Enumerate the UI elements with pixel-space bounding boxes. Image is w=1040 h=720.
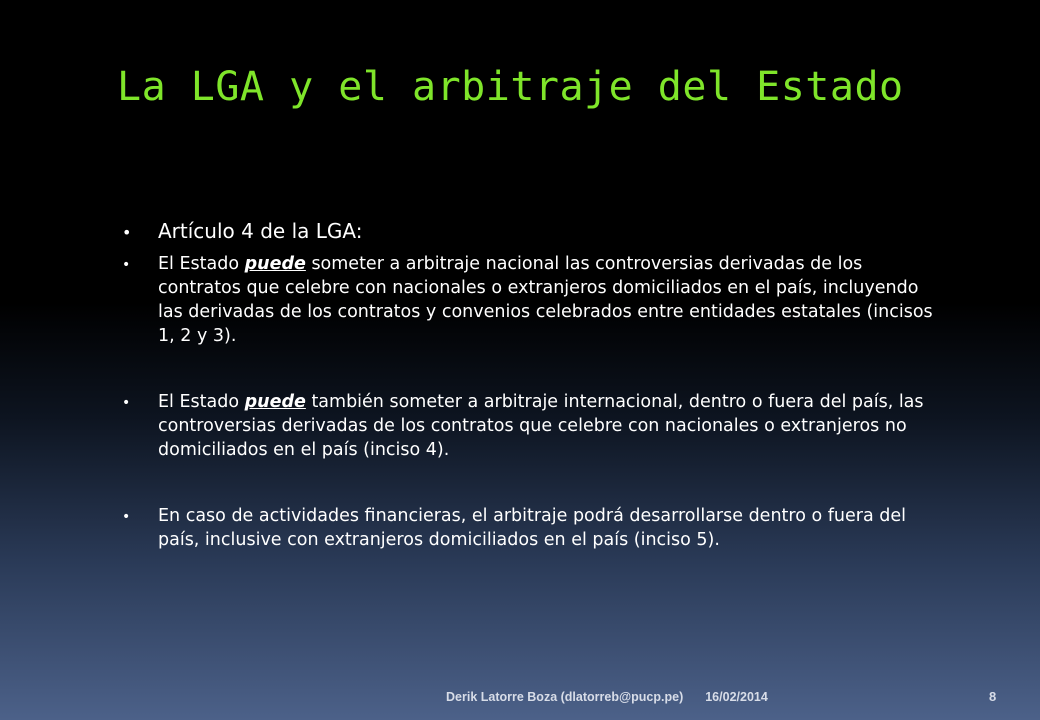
bullet-text-suffix: someter a arbitraje nacional las controversias derivadas de los contratos que celebre con nacionales o extranjeros domiciliados en el país, incluyendo las derivadas de los contratos y convenios celebrados entre entidades estatales (incisos 1, 2 y 3). [158,254,933,346]
bullet-emphasis: puede [244,392,306,412]
slide-title: La LGA y el arbitraje del Estado [117,64,904,110]
bullet-icon: • [122,257,131,273]
bullet-item [120,252,940,348]
heading-text: Artículo 4 de la LGA: [158,219,363,243]
slide-content [120,216,940,552]
slide-footer [446,690,768,704]
bullet-icon: • [122,223,132,242]
bullet-text: En caso de actividades financieras, el arbitraje podrá desarrollarse dentro o fuera del país, inclusive con extranjeros domiciliados en el país (inciso 5). [158,506,906,550]
footer-date: 16/02/2014 [705,690,768,704]
bullet-item [120,390,940,462]
bullet-item [120,504,940,552]
bullet-icon: • [122,395,131,411]
bullet-icon: • [122,509,131,525]
bullet-heading [120,216,940,246]
bullet-text-prefix: El Estado [158,254,245,274]
bullet-text-suffix: también someter a arbitraje internacional, dentro o fuera del país, las controversias derivadas de los contratos que celebre con nacionales o extranjeros no domiciliados en el país (inciso 4). [158,392,924,460]
footer-author: Derik Latorre Boza (dlatorreb@pucp.pe) [446,690,684,704]
page-number: 8 [989,689,997,704]
bullet-text-prefix: El Estado [158,392,245,412]
bullet-emphasis: puede [244,254,306,274]
